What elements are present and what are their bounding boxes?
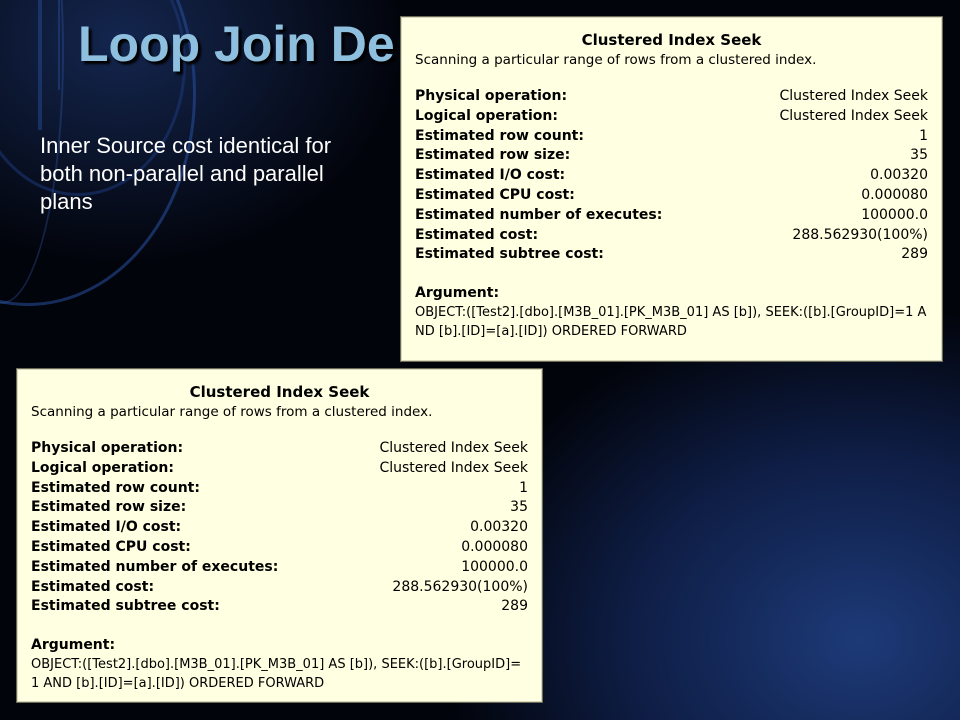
property-row [31,518,528,538]
property-row [31,558,528,578]
property-label: Physical operation: [415,88,568,104]
property-row [415,146,928,166]
argument-label: Argument: [31,637,116,654]
property-label: Estimated CPU cost: [415,186,575,203]
property-value: 289 [501,598,528,615]
slide-title: Loop Join De [78,16,395,72]
property-value: 288.562930(100%) [792,226,928,243]
property-value: Clustered Index Seek [779,88,928,104]
property-row [415,107,928,127]
property-value: 1 [519,479,528,496]
property-label: Estimated I/O cost: [415,167,566,184]
slide-body-text: Inner Source cost identical for both non-parallel and parallel plans [40,133,332,214]
property-value: 35 [910,147,928,164]
property-label: Logical operation: [31,459,174,476]
property-row [31,479,528,499]
property-label: Estimated row count: [31,479,200,496]
property-row [415,245,928,265]
property-value: 0.00320 [870,167,928,184]
property-row [415,87,928,107]
property-label: Estimated cost: [415,226,539,243]
tooltip-description: Scanning a particular range of rows from a clustered index. [31,404,433,420]
tooltip-clustered-index-seek-non-parallel [16,368,543,703]
property-label: Estimated subtree cost: [415,246,604,263]
property-row [415,226,928,246]
property-value: 0.000080 [461,538,528,555]
background-line-decoration [38,0,42,130]
property-value: Clustered Index Seek [779,107,928,124]
property-label: Estimated subtree cost: [31,598,220,615]
property-label: Estimated cost: [31,578,155,595]
property-label: Estimated number of executes: [415,206,663,223]
property-value: 0.00320 [470,519,528,536]
property-label: Estimated row size: [415,147,571,164]
property-label: Estimated number of executes: [31,558,279,575]
property-value: 0.000080 [861,186,928,203]
property-value: 100000.0 [461,558,528,575]
property-row [415,127,928,147]
property-value: 35 [510,499,528,516]
property-label: Estimated I/O cost: [31,519,182,536]
property-row [31,498,528,518]
tooltip-title: Clustered Index Seek [189,383,370,401]
property-value: 289 [901,246,928,263]
property-row [415,186,928,206]
property-row [31,538,528,558]
tooltip-property-list [415,87,928,265]
property-row [31,459,528,479]
property-row [31,597,528,617]
property-row [31,439,528,459]
property-value: 288.562930(100%) [392,578,528,595]
property-label: Estimated row count: [415,127,584,144]
property-row [415,166,928,186]
property-label: Estimated row size: [31,499,187,516]
property-label: Estimated CPU cost: [31,538,191,555]
property-value: 1 [919,127,928,144]
tooltip-description: Scanning a particular range of rows from a clustered index. [415,52,817,68]
property-value: 100000.0 [861,206,928,223]
argument-text: OBJECT:([Test2].[dbo].[M3B_01].[PK_M3B_01] AS [b]), SEEK:([b].[GroupID]=1 AND [b].[ID]=[a].[ID]) ORDERED FORWARD [31,657,522,692]
property-label: Physical operation: [31,440,184,456]
property-value: Clustered Index Seek [379,459,528,476]
property-label: Logical operation: [415,107,558,124]
tooltip-property-list [31,439,528,617]
tooltip-title: Clustered Index Seek [581,31,762,49]
tooltip-clustered-index-seek-parallel [400,16,943,362]
argument-label: Argument: [415,285,500,302]
property-value: Clustered Index Seek [379,440,528,456]
argument-text: OBJECT:([Test2].[dbo].[M3B_01].[PK_M3B_01] AS [b]), SEEK:([b].[GroupID]=1 AND [b].[ID]=[a].[ID]) ORDERED FORWARD [415,305,927,340]
property-row [415,206,928,226]
property-row [31,578,528,598]
background-line-decoration [58,0,60,90]
